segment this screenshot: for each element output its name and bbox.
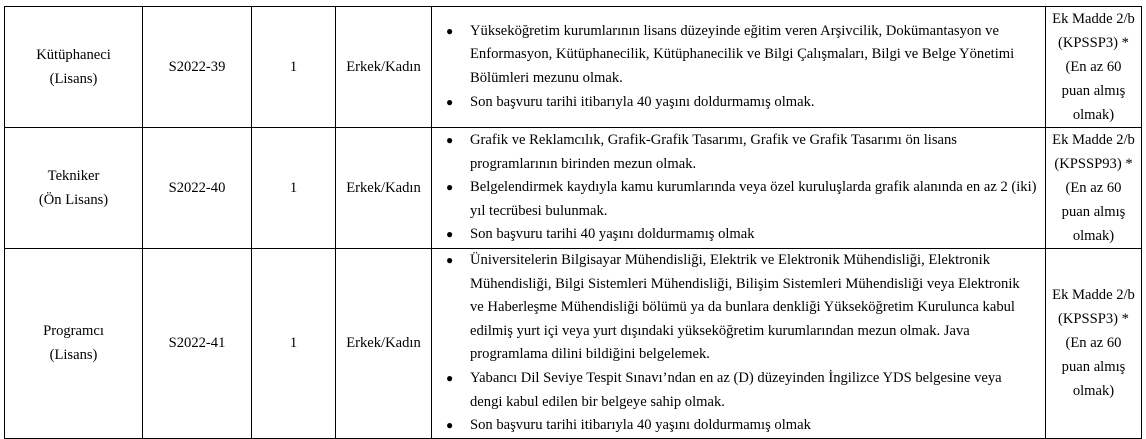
table-row xyxy=(5,7,1142,128)
bullet-icon: ● xyxy=(446,418,454,433)
position-title-cell xyxy=(5,7,143,128)
bullet-icon: ● xyxy=(446,94,454,109)
education-level: (Lisans) xyxy=(49,71,98,87)
requirement-item: ● Son başvuru tarihi 40 yaşını doldurmamış olmak xyxy=(442,223,1037,247)
requirements-cell xyxy=(432,249,1046,439)
gender: Erkek/Kadın xyxy=(336,249,432,439)
position-count: 1 xyxy=(252,128,336,249)
bullet-icon: ● xyxy=(446,133,454,148)
position-title-cell xyxy=(5,249,143,439)
bullet-icon: ● xyxy=(446,23,454,38)
table-row xyxy=(5,128,1142,249)
position-title: Programcı xyxy=(43,323,104,340)
job-table xyxy=(4,6,1142,439)
requirement-item: ● Grafik ve Reklamcılık, Grafik-Grafik Tasarımı, Grafik ve Grafik Tasarımı ön lisans programlarının birinden mezun olmak. xyxy=(442,129,1037,176)
requirement-item: ● Yabancı Dil Seviye Tespit Sınavı’ndan en az (D) düzeyinden İngilizce YDS belgesine veya dengi kabul edilen bir belgeye sahip olmak. xyxy=(442,367,1037,414)
bullet-icon: ● xyxy=(446,253,454,267)
position-title: Kütüphaneci xyxy=(36,47,111,63)
education-level: (Ön Lisans) xyxy=(38,192,109,208)
position-code: S2022-40 xyxy=(143,128,252,249)
bullet-icon: ● xyxy=(446,370,454,385)
position-title: Tekniker xyxy=(47,168,100,184)
requirements-cell xyxy=(432,7,1046,128)
requirement-item: ● Yükseköğretim kurumlarının lisans düzeyinde eğitim veren Arşivcilik, Dokümantasyon ve Enformasyon, Kütüphanecilik, Kütüphanecilik ve Bilgi Çalışmaları, Bilgi ve Belge Yönetimi Bölümleri mezunu olmak. xyxy=(442,20,1037,91)
requirement-item: ● Üniversitelerin Bilgisayar Mühendisliği, Elektrik ve Elektronik Mühendisliği, Elektronik Mühendisliği, Bilgi Sistemleri Mühendisliği, Bilişim Sistemleri Mühendisliği veya Elektronik ve Haberleşme Mühendisliği bölümü ya da bunlara denkliği Yükseköğretim Kurulunca kabul edilmiş yurt içi veya yurt dışındaki yükseköğretim kurumlarından mezun olmak. Java programlama dilini bildiğini belgelemek. xyxy=(442,249,1037,367)
table-row xyxy=(5,249,1142,439)
exam-requirement-cell: Ek Madde 2/b (KPSSP3) * (En az 60 puan almış olmak) xyxy=(1046,249,1142,439)
gender: Erkek/Kadın xyxy=(336,128,432,249)
position-code: S2022-41 xyxy=(143,249,252,439)
position-code: S2022-39 xyxy=(143,7,252,128)
exam-requirement-cell: Ek Madde 2/b (KPSSP93) * (En az 60 puan almış olmak) xyxy=(1046,128,1142,249)
gender: Erkek/Kadın xyxy=(336,7,432,128)
education-level: (Lisans) xyxy=(49,347,98,364)
position-count: 1 xyxy=(252,7,336,128)
requirements-cell xyxy=(432,128,1046,249)
bullet-icon: ● xyxy=(446,180,454,195)
requirement-item: ● Belgelendirmek kaydıyla kamu kurumlarında veya özel kuruluşlarda grafik alanında en az 2 (iki) yıl tecrübesi bulunmak. xyxy=(442,176,1037,223)
requirement-item: ● Son başvuru tarihi itibarıyla 40 yaşını doldurmamış olmak xyxy=(442,414,1037,438)
position-title-cell xyxy=(5,128,143,249)
exam-requirement-cell: Ek Madde 2/b (KPSSP3) * (En az 60 puan almış olmak) xyxy=(1046,7,1142,128)
bullet-icon: ● xyxy=(446,227,454,242)
position-count: 1 xyxy=(252,249,336,439)
requirement-item: ● Son başvuru tarihi itibarıyla 40 yaşını doldurmamış olmak. xyxy=(442,91,1037,115)
